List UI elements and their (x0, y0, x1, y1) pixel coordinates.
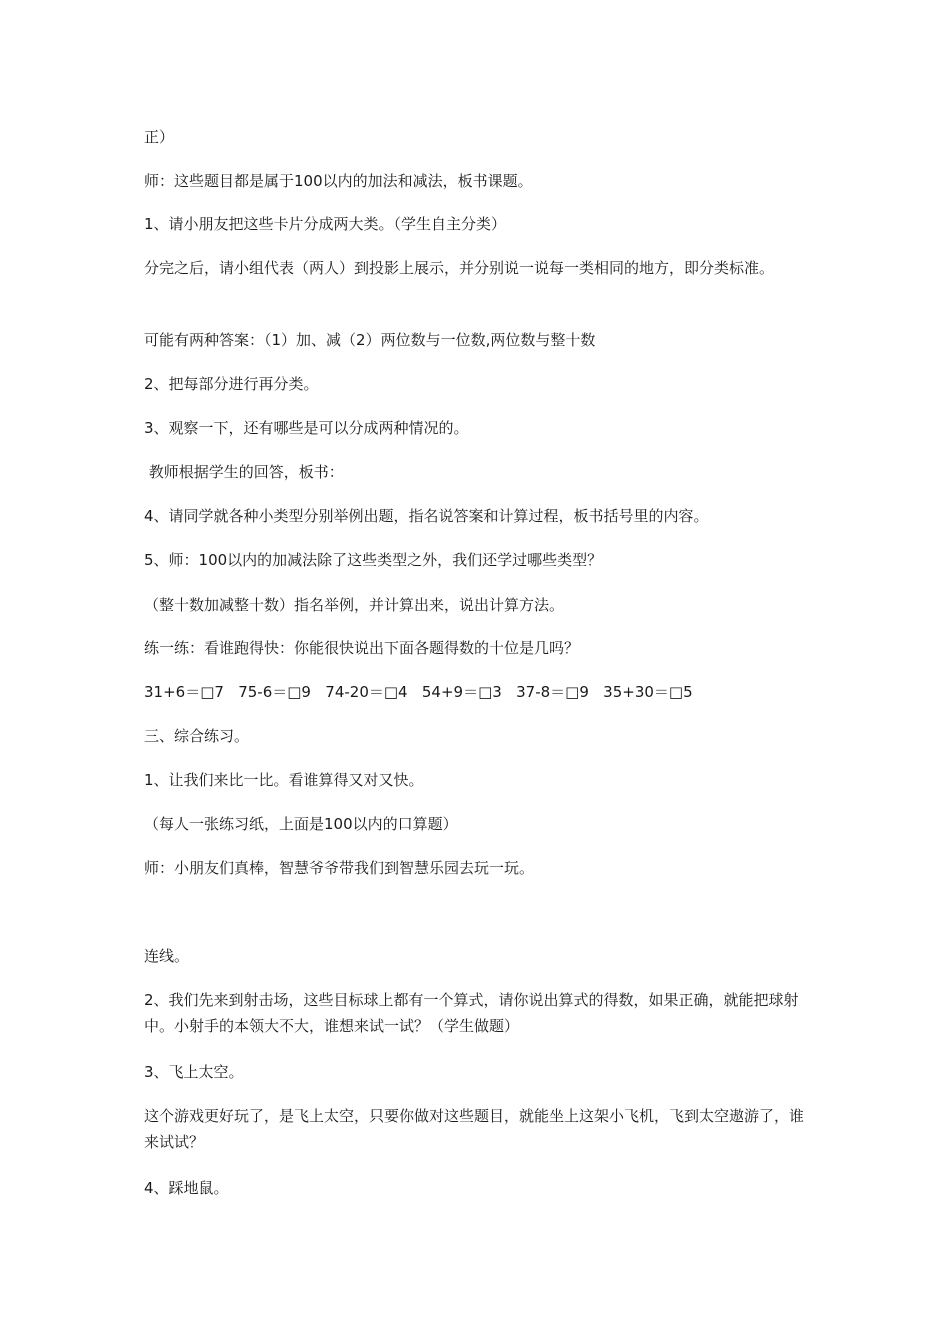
paragraph-13: 31+6＝□7 75-6＝□9 74-20＝□4 54+9＝□3 37-8＝□9 35+30＝□5 (144, 683, 693, 701)
paragraph-14: 三、综合练习。 (144, 727, 250, 745)
paragraph-3: 1、请小朋友把这些卡片分成两大类。（学生自主分类） (144, 215, 507, 233)
paragraph-11: （整十数加减整十数）指名举例，并计算出来，说出计算方法。 (144, 596, 565, 614)
paragraph-18: 连线。 (144, 947, 190, 965)
paragraph-9: 4、请同学就各种小类型分别举例出题，指名说答案和计算过程，板书括号里的内容。 (144, 507, 709, 525)
paragraph-10: 5、师：100以内的加减法除了这些类型之外，我们还学过哪些类型？ (144, 551, 603, 569)
paragraph-4: 分完之后，请小组代表（两人）到投影上展示，并分别说一说每一类相同的地方，即分类标准。 (144, 259, 775, 277)
paragraph-5: 可能有两种答案：（1）加、减（2）两位数与一位数,两位数与整十数 (144, 331, 596, 349)
paragraph-12: 练一练：看谁跑得快：你能很快说出下面各题得数的十位是几吗？ (144, 639, 580, 657)
paragraph-17: 师：小朋友们真棒，智慧爷爷带我们到智慧乐园去玩一玩。 (144, 859, 535, 877)
paragraph-1: 正） (144, 128, 175, 146)
paragraph-21: 这个游戏更好玩了，是飞上太空，只要你做对这些题目，就能坐上这架小飞机，飞到太空遨游了，谁来试试？ (144, 1107, 805, 1151)
paragraph-2: 师：这些题目都是属于100以内的加法和减法，板书课题。 (144, 172, 533, 190)
paragraph-16: （每人一张练习纸，上面是100以内的口算题） (144, 815, 458, 833)
paragraph-7: 3、观察一下，还有哪些是可以分成两种情况的。 (144, 419, 469, 437)
paragraph-19: 2、我们先来到射击场，这些目标球上都有一个算式，请你说出算式的得数，如果正确，就能把球射中。小射手的本领大不大，谁想来试一试？（学生做题） (144, 991, 799, 1035)
paragraph-20: 3、飞上太空。 (144, 1063, 244, 1081)
paragraph-22: 4、踩地鼠。 (144, 1179, 229, 1197)
paragraph-8: 教师根据学生的回答，板书： (144, 463, 344, 481)
paragraph-15: 1、让我们来比一比。看谁算得又对又快。 (144, 771, 424, 789)
paragraph-6: 2、把每部分进行再分类。 (144, 375, 319, 393)
